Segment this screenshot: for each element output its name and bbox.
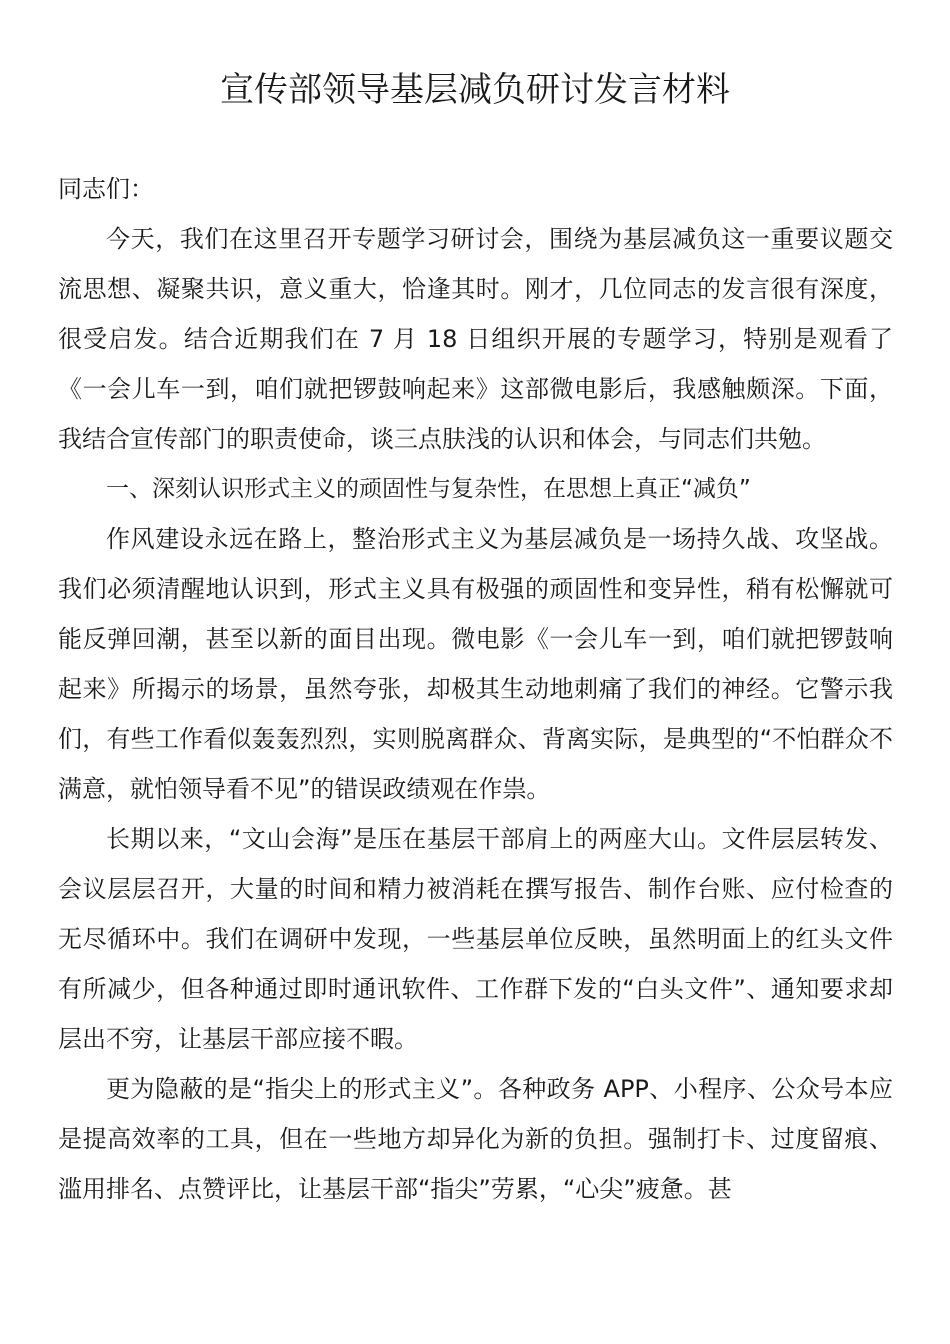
section-heading-1: 一、深刻认识形式主义的顽固性与复杂性，在思想上真正“减负”: [106, 476, 751, 502]
paragraph-section1-a: 作风建设永远在路上，整治形式主义为基层减负是一场持久战、攻坚战。我们必须清醒地认识到，形式主义具有极强的顽固性和变异性，稍有松懈就可能反弹回潮，甚至以新的面目出现。微电影《一会儿车一到，咱们就把锣鼓响起来》所揭示的场景，虽然夸张，却极其生动地刺痛了我们的神经。它警示我们，有些工作看似轰轰烈烈，实则脱离群众、背离实际，是典型的“不怕群众不满意，就怕领导看不见”的错误政绩观在作祟。: [58, 525, 893, 803]
salutation: 同志们：: [58, 175, 154, 203]
paragraph-section1-c: 更为隐蔽的是“指尖上的形式主义”。各种政务 APP、小程序、公众号本应是提高效率的工具，但在一些地方却异化为新的负担。强制打卡、过度留痕、滥用排名、点赞评比，让基层干部“指尖”劳累，“心尖”疲惫。甚: [58, 1075, 893, 1203]
document-title: 宣传部领导基层减负研讨发言材料: [220, 70, 730, 110]
paragraph-intro: 今天，我们在这里召开专题学习研讨会，围绕为基层减负这一重要议题交流思想、凝聚共识，意义重大，恰逢其时。刚才，几位同志的发言很有深度，很受启发。结合近期我们在 7 月 18 日组织开展的专题学习，特别是观看了《一会儿车一到，咱们就把锣鼓响起来》这部微电影后，我感触颇深。下面，我结合宣传部门的职责使命，谈三点肤浅的认识和体会，与同志们共勉。: [58, 225, 893, 453]
paragraph-section1-b: 长期以来，“文山会海”是压在基层干部肩上的两座大山。文件层层转发、会议层层召开，大量的时间和精力被消耗在撰写报告、制作台账、应付检查的无尽循环中。我们在调研中发现，一些基层单位反映，虽然明面上的红头文件有所减少，但各种通过即时通讯软件、工作群下发的“白头文件”、通知要求却层出不穷，让基层干部应接不暇。: [58, 825, 893, 1053]
document-body: [58, 164, 893, 1214]
